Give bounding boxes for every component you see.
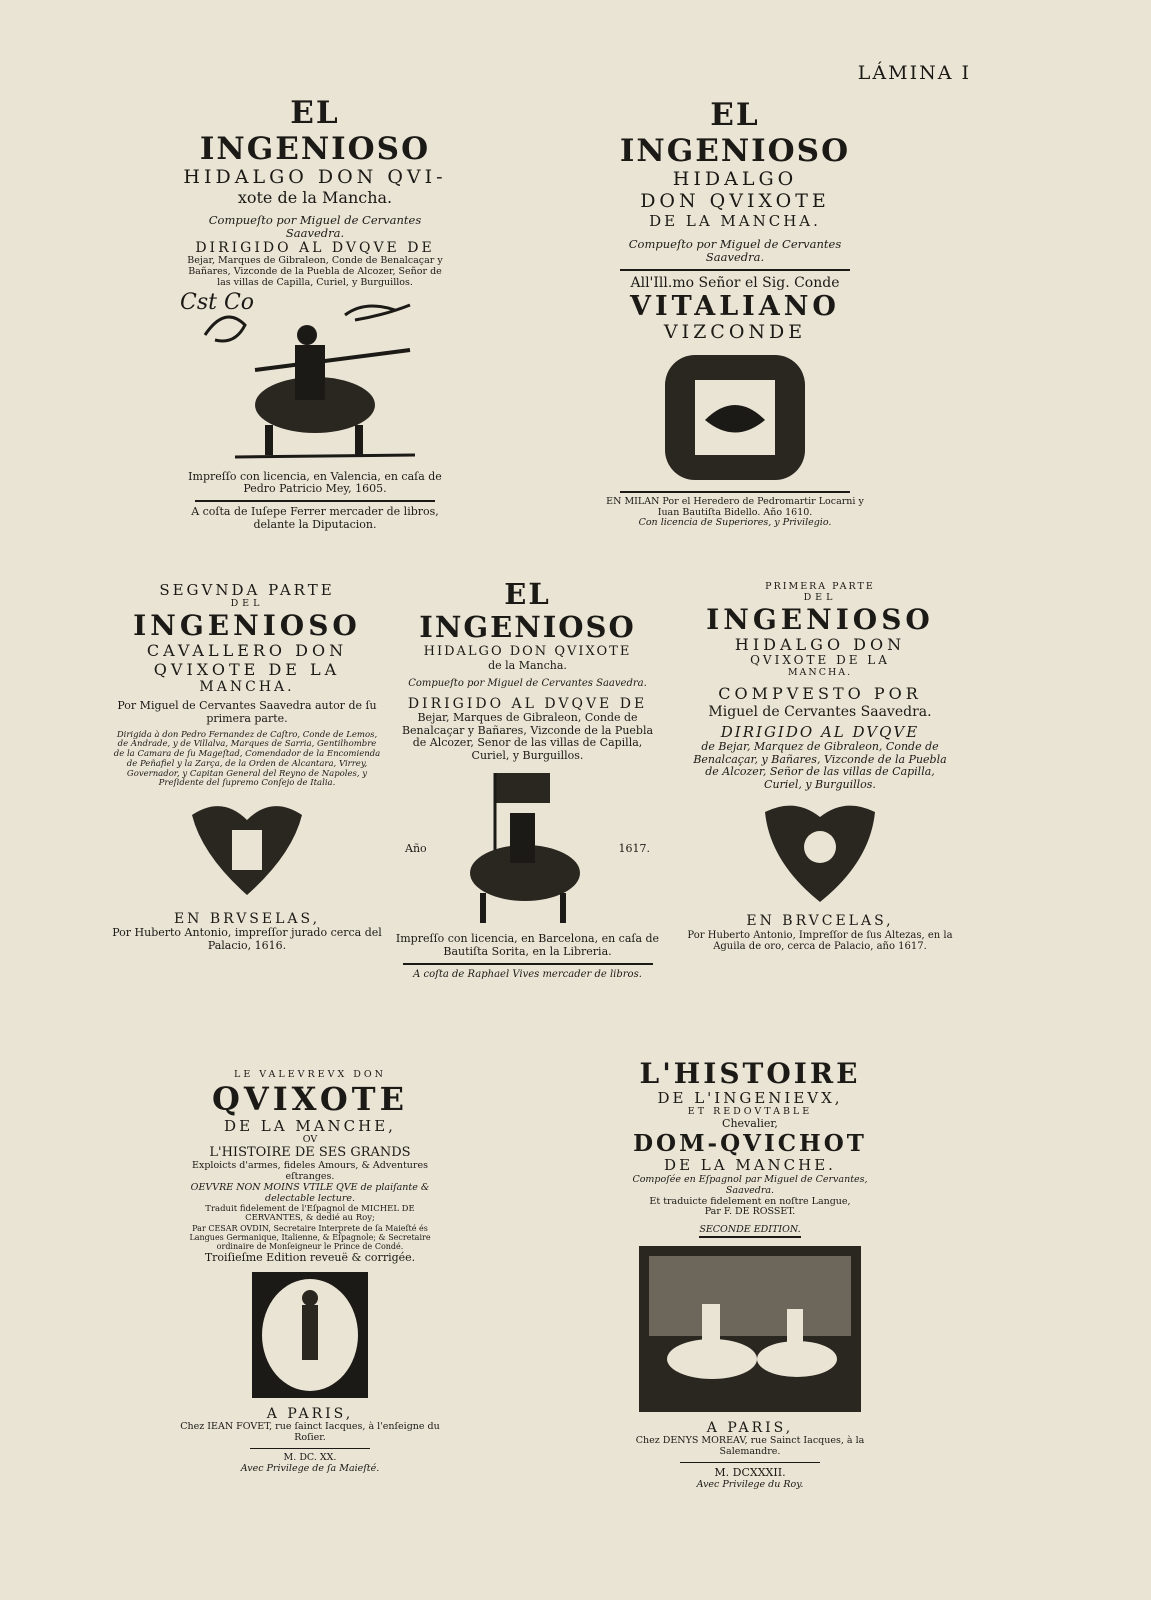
- tp5-quixote: QVIXOTE DE LA: [750, 653, 890, 668]
- title-page-barcelona-1617: [395, 578, 660, 980]
- tp3-del: DEL: [230, 598, 264, 610]
- tp4-author: Compueſto por Miguel de Cervantes Saavedra.: [408, 678, 647, 690]
- mask-ornament-image: [755, 797, 885, 907]
- banner-knight-image: [455, 768, 595, 928]
- tp3-cavallero: CAVALLERO DON: [146, 641, 348, 661]
- tp5-del: DEL: [803, 591, 837, 603]
- title-page-milan-1610: [600, 98, 870, 529]
- tp1-author: Compueſto por Miguel de Cervantes Saavedra.: [208, 212, 422, 240]
- tp6-city: A PARIS,: [266, 1406, 354, 1423]
- tp5-primera-parte: PRIMERA PARTE: [765, 581, 875, 592]
- riders-woodcut-image: [637, 1244, 863, 1414]
- tp4-year: 1617.: [618, 842, 650, 856]
- tp7-city: A PARIS,: [706, 1420, 794, 1437]
- title-page-brussels-1617: [685, 582, 955, 953]
- tp2-dedication: All'Ill.mo Señor el Sig. Conde: [630, 274, 840, 291]
- tp7-printer: Chez DENYS MOREAV, rue Sainct Iacques, à la Salemandre.: [635, 1435, 865, 1458]
- tp4-ano: Año: [405, 842, 427, 856]
- tp2-vitaliano: VITALIANO: [630, 290, 840, 322]
- tp2-don-quixote: DON QVIXOTE: [640, 190, 830, 213]
- tp6-histoire: L'HISTOIRE DE SES GRANDS: [209, 1144, 411, 1160]
- tp7-date: M. DCXXXII.: [714, 1466, 786, 1480]
- tp6-traduit: Traduit fidelement de l'Eſpagnol de MICHEL DE CERVANTES, & dedié au Roy;: [205, 1203, 415, 1224]
- tp5-compuesto: COMPVESTO POR: [718, 684, 922, 704]
- plate-label: LÁMINA I: [857, 62, 971, 84]
- tp7-manche: DE LA MANCHE.: [664, 1156, 836, 1175]
- tp7-rosset: Par F. DE ROSSET.: [704, 1206, 796, 1218]
- tp1-subtitle: HIDALGO DON QVI-: [183, 166, 447, 189]
- tp4-imprint: Impreſſo con licencia, en Barcelona, en caſa de Bautiſta Sorita, en la Libreria.: [395, 932, 660, 959]
- tp6-privilege: Avec Privilege de ſa Maieſté.: [240, 1463, 380, 1475]
- tp6-exploits: Exploicts d'armes, fideles Amours, & Adventures eſtranges.: [192, 1159, 428, 1182]
- tp6-ou: OV: [302, 1133, 318, 1145]
- tp6-oeuvre: OEVVRE NON MOINS VTILE QVE de plaiſante & delectable lecture.: [190, 1181, 430, 1204]
- title-page-paris-1620: [180, 1070, 440, 1475]
- tp7-dom-quichot: DOM-QVICHOT: [633, 1130, 867, 1157]
- tp6-quixote: QVIXOTE: [211, 1079, 408, 1118]
- tp2-title: EL INGENIOSO: [619, 97, 851, 169]
- tp3-author: Por Miguel de Cervantes Saavedra autor de ſu primera parte.: [117, 699, 377, 725]
- tp1-title: EL INGENIOSO: [199, 95, 431, 167]
- tp4-title: EL INGENIOSO: [419, 577, 636, 645]
- oval-figure-image: [250, 1270, 370, 1400]
- tp2-author: Compueſto por Miguel de Cervantes Saavedra.: [628, 237, 842, 265]
- coat-of-arms-image: [660, 350, 810, 485]
- tp5-dedication: DIRIGIDO AL DVQVE: [720, 722, 920, 741]
- tp1-dedicatee: Bejar, Marques de Gibraleon, Conde de Benalcaçar y Bañares, Vizconde de la Puebla de Alcozer, Señor de las villas de Capilla, Curiel, y Burguillos.: [187, 255, 443, 288]
- tp3-printer: Por Huberto Antonio, impreſſor jurado cerca del Palacio, 1616.: [112, 926, 382, 952]
- signature-left: Cst Co: [180, 290, 255, 315]
- tp3-ingenioso: INGENIOSO: [133, 609, 361, 643]
- eagle-arms-image: [182, 795, 312, 905]
- tp5-dedicatee: de Bejar, Marquez de Gibraleon, Conde de Benalcaçar, y Bañares, Vizconde de la Puebla de Alcozer, Señor de las villas de Capilla, Curiel, y Burguillos.: [693, 739, 947, 791]
- tp7-traduicte: Et traduicte fidelement en noſtre Langue,: [649, 1195, 851, 1207]
- tp3-dedication: Dirigida à don Pedro Fernandez de Caſtro, Conde de Lemos, de Andrade, y de Villalva, Marques de Sarria, Gentilhombre de la Camara de ſu Mageſtad, Comendador de la Encomienda de Peñafiel y la Zarça, de la Orden de Alcantara, Virrey, Governador, y Capitan General del Reyno de Napoles, y Preſidente del ſupremo Conſejo de Italia.: [113, 729, 381, 789]
- title-page-brussels-1616: [112, 582, 382, 952]
- tp7-privilege: Avec Privilege du Roy.: [696, 1478, 804, 1490]
- tp2-mancha: DE LA MANCHA.: [649, 211, 821, 230]
- tp6-oudin: Par CESAR OVDIN, Secretaire Interprete de ſa Maieſté és Langues Germanique, Italienne, & Eſpagnole; & Secretaire ordinaire de Monſeigneur le Prince de Condé.: [189, 1224, 431, 1252]
- tp5-ingenioso: INGENIOSO: [706, 602, 934, 636]
- tp6-edition: Troiſieſme Edition reveuë & corrigée.: [204, 1250, 416, 1264]
- tp1-bookseller: A coſta de Iuſepe Ferrer mercader de libros, delante la Diputacion.: [191, 505, 439, 531]
- tp3-segunda-parte: SEGVNDA PARTE: [159, 581, 335, 599]
- knight-woodcut-image: [195, 295, 435, 465]
- tp7-compose: Compoſée en Eſpagnol par Miguel de Cervantes, Saavedra.: [632, 1173, 868, 1196]
- tp5-mancha: MANCHA.: [787, 667, 853, 679]
- tp2-vizconde: VIZCONDE: [663, 320, 807, 343]
- tp3-mancha: MANCHA.: [199, 679, 295, 696]
- tp7-redoutable: ET REDOVTABLE: [687, 1106, 813, 1118]
- tp5-printer: Por Huberto Antonio, Impreſſor de ſus Altezas, en la Aguila de oro, cerca de Palacio, año 1617.: [687, 929, 953, 953]
- tp7-histoire: L'HISTOIRE: [639, 1057, 861, 1090]
- tp2-privilege: Con licencia de Superiores, y Privilegio.: [638, 517, 832, 529]
- tp1-dedication: DIRIGIDO AL DVQVE DE: [195, 239, 435, 256]
- tp1-imprint: Impreſſo con licencia, en Valencia, en caſa de Pedro Patricio Mey, 1605.: [188, 469, 442, 496]
- tp7-seconde: SECONDE EDITION.: [699, 1225, 800, 1238]
- tp7-ingenieux: DE L'INGENIEVX,: [657, 1089, 843, 1108]
- tp4-dedicatee: Bejar, Marques de Gibraleon, Conde de Benalcaçar y Bañares, Vizconde de la Puebla de Alcozer, Senor de las villas de Capilla, Curiel, y Burguillos.: [401, 710, 654, 762]
- tp4-hidalgo: HIDALGO DON QVIXOTE: [423, 643, 632, 659]
- tp2-imprint: EN MILAN Por el Heredero de Pedromartir Locarni y Iuan Bautiſta Bidello. Año 1610.: [606, 495, 864, 518]
- title-page-paris-1632: [625, 1058, 875, 1491]
- tp6-printer: Chez IEAN FOVET, rue ſainct Iacques, à l'enſeigne du Roſier.: [180, 1421, 440, 1444]
- tp1-line3: xote de la Mancha.: [237, 188, 393, 208]
- tp7-chevalier: Chevalier,: [722, 1117, 778, 1131]
- tp4-mancha: de la Mancha.: [488, 658, 567, 672]
- tp5-city: EN BRVCELAS,: [746, 913, 894, 930]
- tp3-city: EN BRVSELAS,: [173, 911, 321, 928]
- tp6-valeureux: LE VALEVREVX DON: [234, 1069, 386, 1080]
- tp3-quixote: QVIXOTE DE LA: [153, 659, 341, 679]
- tp4-dedication: DIRIGIDO AL DVQVE DE: [407, 695, 648, 712]
- tp6-date: M. DC. XX.: [283, 1452, 337, 1464]
- tp5-hidalgo: HIDALGO DON: [734, 635, 906, 655]
- tp5-author: Miguel de Cervantes Saavedra.: [708, 703, 932, 720]
- tp2-hidalgo: HIDALGO: [672, 168, 798, 191]
- tp4-bookseller: A coſta de Raphael Vives mercader de libros.: [413, 968, 642, 980]
- tp6-manche: DE LA MANCHE,: [224, 1116, 396, 1135]
